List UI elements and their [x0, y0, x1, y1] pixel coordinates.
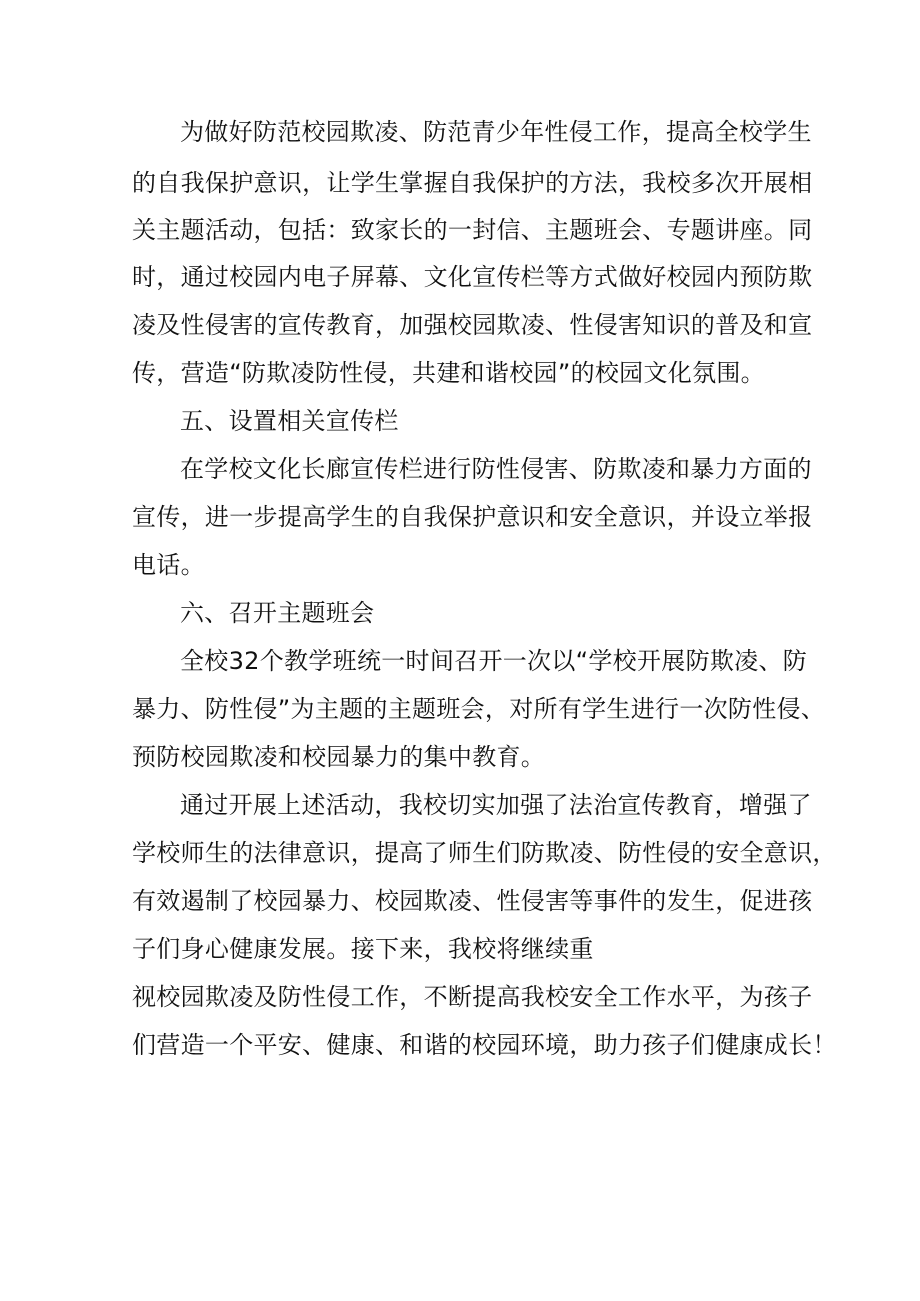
paragraph-line: 传，营造“防欺凌防性侵，共建和谐校园”的校园文化氛围。 [132, 359, 765, 387]
section-heading: 六、召开主题班会 [180, 599, 375, 627]
paragraph-line: 们营造一个平安、健康、和谐的校园环境，助力孩子们健康成长！ [132, 1031, 837, 1059]
paragraph-line: 预防校园欺凌和校园暴力的集中教育。 [132, 743, 546, 771]
paragraph-line: 全校32个教学班统一时间召开一次以“学校开展防欺凌、防 [180, 647, 808, 675]
section-heading: 五、设置相关宣传栏 [180, 407, 399, 435]
paragraph-line: 关主题活动，包括：致家长的一封信、主题班会、专题讲座。同 [132, 216, 813, 244]
paragraph-line: 宣传，进一步提高学生的自我保护意识和安全意识，并设立举报 [132, 503, 813, 531]
paragraph-line: 为做好防范校园欺凌、防范青少年性侵工作，提高全校学生 [180, 118, 812, 146]
paragraph-line: 有效遏制了校园暴力、校园欺凌、性侵害等事件的发生，促进孩 [132, 887, 813, 915]
paragraph-line: 子们身心健康发展。接下来，我校将继续重 [132, 935, 594, 963]
paragraph-line: 暴力、防性侵”为主题的主题班会，对所有学生进行一次防性侵、 [132, 695, 826, 723]
paragraph-line: 凌及性侵害的宣传教育，加强校园欺凌、性侵害知识的普及和宣 [132, 311, 813, 339]
paragraph-line: 通过开展上述活动，我校切实加强了法治宣传教育，增强了 [180, 791, 812, 819]
paragraph-line: 学校师生的法律意识，提高了师生们防欺凌、防性侵的安全意识， [132, 839, 837, 867]
paragraph-line: 时，通过校园内电子屏幕、文化宣传栏等方式做好校园内预防欺 [132, 263, 813, 291]
paragraph-line: 视校园欺凌及防性侵工作，不断提高我校安全工作水平，为孩子 [132, 983, 813, 1011]
paragraph-line: 电话。 [132, 551, 205, 579]
paragraph-line: 在学校文化长廊宣传栏进行防性侵害、防欺凌和暴力方面的 [180, 455, 812, 483]
paragraph-line: 的自我保护意识，让学生掌握自我保护的方法，我校多次开展相 [132, 169, 813, 197]
